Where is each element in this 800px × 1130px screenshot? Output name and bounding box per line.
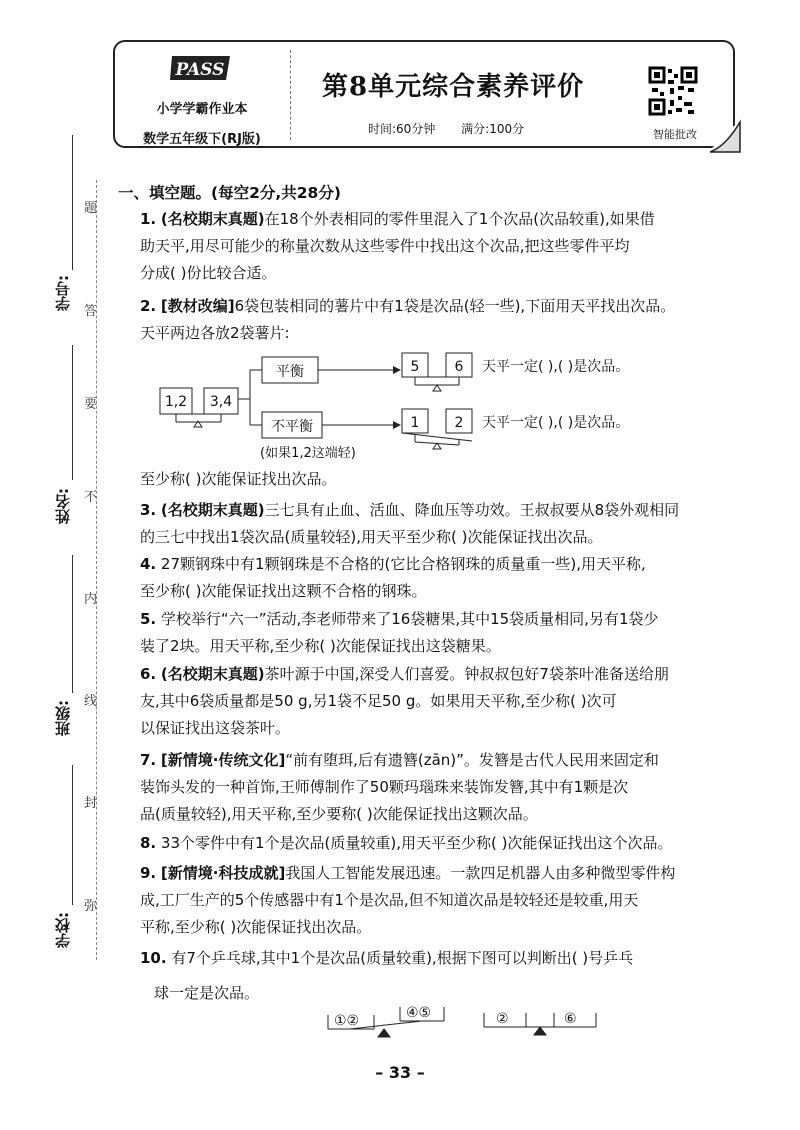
time-limit: 时间:60分钟 (368, 122, 436, 136)
page-title: 第8单元综合素养评价 (322, 72, 585, 102)
question-number: 3. (140, 501, 157, 519)
student-number-blank[interactable] (72, 135, 73, 270)
bottom-pan-a: 1 (410, 415, 420, 431)
seal-char: 不 (84, 490, 98, 505)
logo-text: PASS (175, 60, 225, 80)
question-number: 1. (140, 210, 157, 228)
question-number: 4. (140, 555, 157, 573)
page-curl-decoration (706, 118, 742, 154)
branch-unbalanced: 不平衡 (271, 419, 313, 435)
balance-figures (320, 1003, 610, 1045)
question-9: 9. [新情境·科技成就]我国人工智能发展迅速。一款四足机器人由多种微型零件构 成,工厂生产的5个传感器中有1个是次品,但不知道次品是较轻还是较重,用天 平称,至少称( )次能保证找出次品。 (140, 864, 676, 936)
question-number: 10. (140, 949, 167, 967)
question-tag: (名校期末真题) (160, 501, 265, 519)
left-pan-a: 1,2 (164, 394, 188, 410)
question-3: 3. (名校期末真题)三七具有止血、活血、降血压等功效。王叔叔要从8袋外观相同 的三七中找出1袋次品(质量较轻),用天平至少称( )次能保证找出次品。 (140, 501, 680, 546)
fig2-left-pan: ② (496, 1011, 509, 1027)
question-1: 1. (名校期末真题)在18个外表相同的零件里混入了1个次品(次品较重),如果借 助天平,用尽可能少的称量次数从这些零件中找出这个次品,把这些零件平均 分成( )份比较合适。 (140, 210, 655, 282)
question-7: 7. [新情境·传统文化]“前有堕珥,后有遗簪(zān)”。发簪是古代人民用来固定和 装饰头发的一种首饰,王师傅制作了50颗玛瑙珠来装饰发簪,其中有1颗是次 品(质量较轻),用天平称,至少要称( )次能保证找出这颗次品。 (140, 751, 659, 823)
seal-char: 内 (84, 592, 98, 607)
question-tag: (名校期末真题) (160, 665, 265, 683)
bottom-result: 天平一定( ),( )是次品。 (482, 415, 630, 431)
grade-label: 数学五年级下(RJ版) (143, 132, 261, 147)
top-pan-a: 5 (410, 359, 420, 375)
question-number: 7. (140, 751, 157, 769)
question-number: 8. (140, 834, 157, 852)
pass-logo (168, 52, 234, 84)
class-blank[interactable] (72, 555, 73, 693)
question-tag: [新情境·传统文化] (160, 751, 286, 769)
school-blank[interactable] (72, 765, 73, 905)
branch-balanced: 平衡 (276, 364, 304, 380)
question-10: 10. 有7个乒乓球,其中1个是次品(质量较重),根据下图可以判断出( )号乒乓 球一定是次品。 (140, 949, 634, 1002)
question-tag: [新情境·科技成就] (160, 864, 286, 882)
class-label: 班级: (54, 700, 72, 736)
student-name-blank[interactable] (72, 345, 73, 480)
diagram-note: (如果1,2这端轻) (260, 446, 356, 461)
fig1-left-pan: ①② (334, 1013, 360, 1029)
seal-char: 线 (84, 694, 98, 709)
question-number: 2. (140, 297, 157, 315)
bottom-pan-b: 2 (454, 415, 464, 431)
top-pan-b: 6 (454, 359, 464, 375)
question-tag: (名校期末真题) (160, 210, 265, 228)
page-number: – 33 – (375, 1063, 425, 1082)
brand-name: 小学学霸作业本 (156, 102, 248, 117)
question-2: 2. [教材改编]6袋包装相同的薯片中有1袋是次品(轻一些),下面用天平找出次品。 天平两边各放2袋薯片: (140, 297, 676, 342)
question-6: 6. (名校期末真题)茶叶源于中国,深受人们喜爱。钟叔叔包好7袋茶叶准备送给朋 友,其中6袋质量都是50 g,另1袋不足50 g。如果用天平称,至少称( )次可 以保证找出这袋茶叶。 (140, 665, 669, 737)
student-number-label: 学号: (54, 275, 72, 311)
question-2-end: 至少称( )次能保证找出次品。 (140, 470, 337, 488)
question-8: 8. 33个零件中有1个是次品(质量较重),用天平至少称( )次能保证找出这个次品。 (140, 834, 673, 852)
fig1-right-pan: ④⑤ (406, 1005, 432, 1021)
seal-line (96, 180, 97, 960)
question-4: 4. 27颗钢珠中有1颗钢珠是不合格的(它比合格钢珠的质量重一些),用天平称, 至少称( )次能保证找出这颗不合格的钢珠。 (140, 555, 646, 600)
section-heading: 一、填空题。(每空2分,共28分) (118, 184, 341, 202)
header-divider (290, 50, 291, 140)
question-5: 5. 学校举行“六一”活动,李老师带来了16袋糖果,其中15袋质量相同,另有1袋少 装了2块。用天平称,至少称( )次能保证找出这袋糖果。 (140, 610, 659, 655)
school-label: 学校: (54, 912, 72, 948)
full-score: 满分:100分 (461, 122, 525, 136)
question-number: 9. (140, 864, 157, 882)
seal-char: 答 (84, 304, 98, 319)
student-name-label: 姓名: (54, 488, 72, 524)
question-number: 6. (140, 665, 157, 683)
seal-char: 要 (84, 397, 98, 412)
qr-code-icon[interactable] (648, 66, 698, 116)
exam-meta (368, 120, 546, 137)
seal-char: 弥 (84, 899, 98, 914)
top-result: 天平一定( ),( )是次品。 (482, 359, 630, 375)
fig2-right-pan: ⑥ (564, 1011, 577, 1027)
seal-char: 封 (84, 796, 98, 811)
question-number: 5. (140, 610, 157, 628)
balance-flow-diagram (150, 345, 780, 470)
seal-char: 题 (84, 201, 98, 216)
left-pan-b: 3,4 (209, 394, 233, 410)
smart-grading-label: 智能批改 (653, 128, 697, 141)
question-tag: [教材改编] (160, 297, 235, 315)
